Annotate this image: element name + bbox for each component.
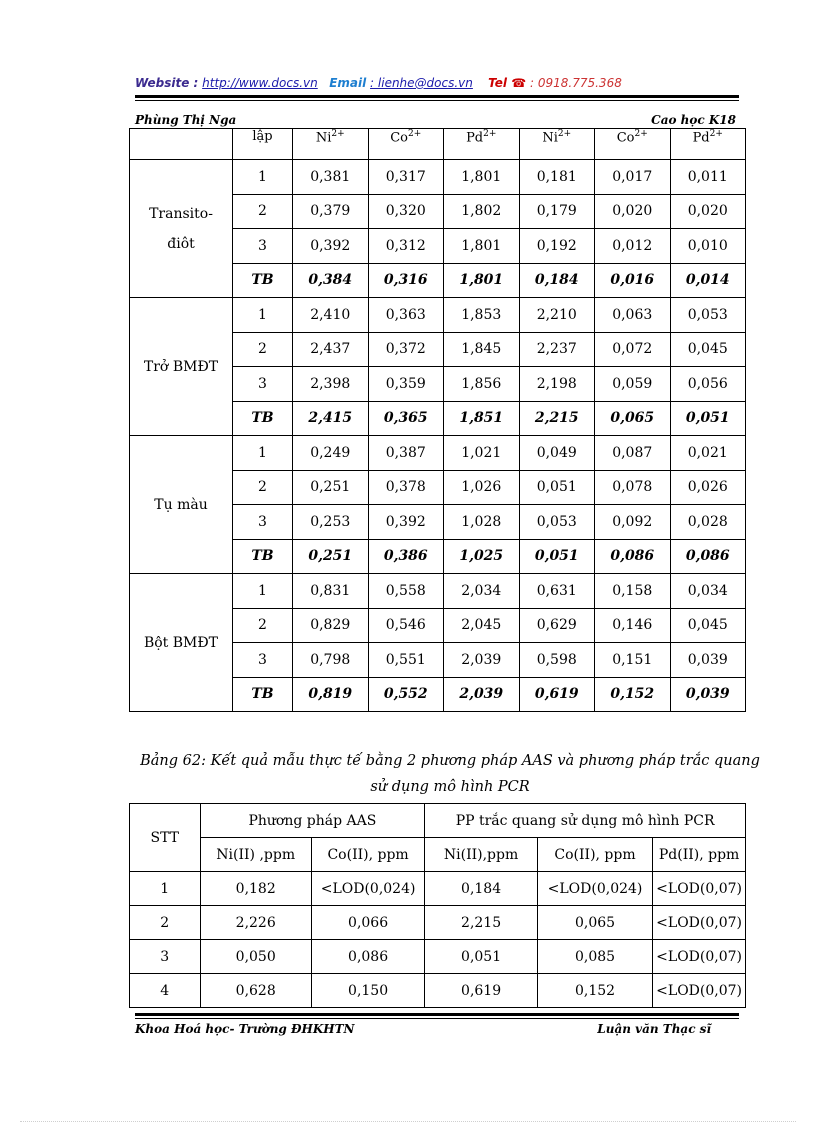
value-cell: 0,598: [519, 643, 595, 678]
lap-cell: 3: [233, 367, 293, 402]
pcr-method-header: PP trắc quang sử dụng mô hình PCR: [425, 804, 746, 838]
header-lap-cell: lập: [233, 129, 293, 160]
ion-charge: 2+: [331, 129, 345, 139]
lap-cell: 1: [233, 160, 293, 195]
value-cell: 0,181: [519, 160, 595, 195]
value-cell: 0,372: [368, 332, 444, 367]
value-cell: 0,053: [670, 298, 746, 333]
ion-symbol: Ni: [542, 130, 558, 146]
value-cell: 0,012: [595, 229, 671, 264]
value-cell: 2,210: [519, 298, 595, 333]
results-table-2: [129, 803, 746, 1008]
footer-thesis: Luận văn Thạc sĩ: [597, 1022, 711, 1036]
ion-charge: 2+: [557, 129, 572, 139]
value-cell: 0,086: [670, 539, 746, 574]
header-sample-cell: [130, 129, 233, 160]
ion-charge: 2+: [709, 129, 723, 139]
lap-cell: TB: [233, 539, 293, 574]
value-cell: 0,050: [200, 940, 311, 974]
table-row: [130, 906, 746, 940]
value-cell: 0,059: [595, 367, 671, 402]
value-cell: 0,039: [670, 677, 746, 712]
value-cell: 0,251: [293, 539, 369, 574]
footer-faculty: Khoa Hoá học- Trường ĐHKHTN: [135, 1022, 355, 1036]
header-ion-cell: [368, 129, 444, 160]
value-cell: 0,045: [670, 332, 746, 367]
sample-name-cell: Transito- điôt: [130, 160, 233, 298]
header-ion-cell: [670, 129, 746, 160]
lap-cell: 2: [233, 608, 293, 643]
value-cell: 0,065: [595, 401, 671, 436]
stt-header: STT: [130, 804, 201, 872]
value-cell: 0,039: [670, 643, 746, 678]
subheader-cell: Ni(II),ppm: [425, 838, 538, 872]
page-bottom-border: [20, 1121, 796, 1122]
value-cell: 0,028: [670, 505, 746, 540]
value-cell: <LOD(0,07): [653, 872, 746, 906]
value-cell: 0,053: [519, 505, 595, 540]
value-cell: 0,629: [519, 608, 595, 643]
value-cell: 0,016: [595, 263, 671, 298]
header-ion-cell: [519, 129, 595, 160]
header-rule: [135, 95, 739, 98]
website-label: Website :: [135, 76, 199, 90]
value-cell: 0,150: [311, 974, 424, 1008]
email-label: Email: [329, 76, 367, 90]
table-row: [130, 872, 746, 906]
results-table-1: [129, 128, 746, 712]
stt-cell: 2: [130, 906, 201, 940]
table1-header-row: [130, 129, 746, 160]
stt-cell: 4: [130, 974, 201, 1008]
table-row: [130, 436, 746, 471]
value-cell: 0,365: [368, 401, 444, 436]
value-cell: 1,026: [444, 470, 520, 505]
value-cell: 0,379: [293, 194, 369, 229]
value-cell: 0,619: [425, 974, 538, 1008]
value-cell: 0,312: [368, 229, 444, 264]
value-cell: 0,051: [519, 539, 595, 574]
value-cell: 0,078: [595, 470, 671, 505]
value-cell: <LOD(0,024): [311, 872, 424, 906]
value-cell: 0,020: [670, 194, 746, 229]
value-cell: 0,010: [670, 229, 746, 264]
value-cell: 0,049: [519, 436, 595, 471]
value-cell: 0,051: [519, 470, 595, 505]
value-cell: 0,034: [670, 574, 746, 609]
table2-header-row: [130, 804, 746, 838]
lap-cell: 2: [233, 332, 293, 367]
value-cell: 0,011: [670, 160, 746, 195]
lap-cell: 1: [233, 436, 293, 471]
value-cell: 0,056: [670, 367, 746, 402]
header-ion-cell: [595, 129, 671, 160]
value-cell: 2,415: [293, 401, 369, 436]
course-name: Cao học K18: [651, 113, 736, 127]
value-cell: 2,437: [293, 332, 369, 367]
aas-method-header: Phương pháp AAS: [200, 804, 425, 838]
ion-symbol: Ni: [315, 130, 332, 146]
lap-cell: 1: [233, 298, 293, 333]
value-cell: 0,392: [368, 505, 444, 540]
subheader-cell: Co(II), ppm: [537, 838, 652, 872]
table-row: [130, 574, 746, 609]
website-link[interactable]: http://www.docs.vn: [202, 76, 318, 90]
lap-cell: 2: [233, 470, 293, 505]
lap-cell: 1: [233, 574, 293, 609]
value-cell: <LOD(0,024): [537, 872, 652, 906]
value-cell: 0,359: [368, 367, 444, 402]
value-cell: 0,192: [519, 229, 595, 264]
value-cell: 0,151: [595, 643, 671, 678]
value-cell: 2,237: [519, 332, 595, 367]
value-cell: 1,851: [444, 401, 520, 436]
value-cell: 0,558: [368, 574, 444, 609]
lap-cell: TB: [233, 263, 293, 298]
value-cell: 0,317: [368, 160, 444, 195]
value-cell: 2,410: [293, 298, 369, 333]
subheader-cell: Pd(II), ppm: [653, 838, 746, 872]
value-cell: 2,198: [519, 367, 595, 402]
sample-name-cell: Tụ màu: [130, 436, 233, 574]
table-row: [130, 974, 746, 1008]
value-cell: <LOD(0,07): [653, 906, 746, 940]
value-cell: 0,021: [670, 436, 746, 471]
table-row: [130, 298, 746, 333]
lap-cell: TB: [233, 401, 293, 436]
value-cell: 0,087: [595, 436, 671, 471]
value-cell: 0,086: [595, 539, 671, 574]
value-cell: 0,051: [670, 401, 746, 436]
value-cell: 1,856: [444, 367, 520, 402]
value-cell: 0,086: [311, 940, 424, 974]
value-cell: 0,829: [293, 608, 369, 643]
value-cell: 0,014: [670, 263, 746, 298]
ion-symbol: Co: [616, 130, 635, 146]
value-cell: 1,021: [444, 436, 520, 471]
value-cell: 0,386: [368, 539, 444, 574]
value-cell: 0,179: [519, 194, 595, 229]
website-line: [135, 76, 622, 90]
value-cell: 0,819: [293, 677, 369, 712]
value-cell: 0,184: [425, 872, 538, 906]
lap-cell: 3: [233, 229, 293, 264]
stt-cell: 3: [130, 940, 201, 974]
value-cell: 1,853: [444, 298, 520, 333]
footer-rule: [135, 1013, 739, 1016]
value-cell: 0,063: [595, 298, 671, 333]
value-cell: 0,546: [368, 608, 444, 643]
value-cell: 0,066: [311, 906, 424, 940]
value-cell: 0,182: [200, 872, 311, 906]
sample-name-cell: Bột BMĐT: [130, 574, 233, 712]
value-cell: 0,045: [670, 608, 746, 643]
lap-cell: 3: [233, 643, 293, 678]
value-cell: 0,831: [293, 574, 369, 609]
value-cell: 2,398: [293, 367, 369, 402]
subheader-cell: Ni(II) ,ppm: [200, 838, 311, 872]
value-cell: 0,146: [595, 608, 671, 643]
value-cell: 0,065: [537, 906, 652, 940]
value-cell: 0,392: [293, 229, 369, 264]
value-cell: 1,802: [444, 194, 520, 229]
header-ion-cell: [293, 129, 369, 160]
value-cell: 2,045: [444, 608, 520, 643]
value-cell: 2,039: [444, 643, 520, 678]
lap-cell: 3: [233, 505, 293, 540]
value-cell: 0,152: [595, 677, 671, 712]
value-cell: 0,152: [537, 974, 652, 1008]
ion-symbol: Pd: [692, 130, 710, 146]
value-cell: 0,316: [368, 263, 444, 298]
value-cell: 1,801: [444, 229, 520, 264]
value-cell: 1,845: [444, 332, 520, 367]
stt-cell: 1: [130, 872, 201, 906]
value-cell: 1,028: [444, 505, 520, 540]
footer-rule-thin: [135, 1018, 739, 1019]
value-cell: 0,020: [595, 194, 671, 229]
value-cell: 0,551: [368, 643, 444, 678]
ion-symbol: Pd: [466, 130, 484, 146]
value-cell: 2,039: [444, 677, 520, 712]
header-rule-thin: [135, 100, 739, 101]
author-name: Phùng Thị Nga: [135, 113, 237, 127]
tel-label: Tel ☎: [488, 76, 527, 90]
value-cell: 0,378: [368, 470, 444, 505]
table-row: [130, 940, 746, 974]
value-cell: 0,631: [519, 574, 595, 609]
table-caption: Bảng 62: Kết quả mẫu thực tế bằng 2 phương pháp AAS và phương pháp trắc quang sử dụng mô hình PCR: [140, 753, 760, 795]
header-ion-cell: [444, 129, 520, 160]
value-cell: 0,387: [368, 436, 444, 471]
value-cell: 1,801: [444, 263, 520, 298]
value-cell: <LOD(0,07): [653, 974, 746, 1008]
value-cell: 2,215: [519, 401, 595, 436]
table-row: [130, 160, 746, 195]
value-cell: 0,619: [519, 677, 595, 712]
value-cell: 0,552: [368, 677, 444, 712]
value-cell: 0,251: [293, 470, 369, 505]
value-cell: 0,363: [368, 298, 444, 333]
email-link[interactable]: : lienhe@docs.vn: [370, 76, 473, 90]
value-cell: 0,092: [595, 505, 671, 540]
value-cell: 0,384: [293, 263, 369, 298]
tel-value: : 0918.775.368: [530, 76, 622, 90]
subheader-cell: Co(II), ppm: [311, 838, 424, 872]
value-cell: 0,798: [293, 643, 369, 678]
value-cell: 0,381: [293, 160, 369, 195]
value-cell: 0,026: [670, 470, 746, 505]
ion-charge: 2+: [483, 129, 497, 139]
value-cell: 0,085: [537, 940, 652, 974]
value-cell: <LOD(0,07): [653, 940, 746, 974]
value-cell: 2,226: [200, 906, 311, 940]
value-cell: 0,320: [368, 194, 444, 229]
lap-cell: TB: [233, 677, 293, 712]
value-cell: 0,249: [293, 436, 369, 471]
value-cell: 0,017: [595, 160, 671, 195]
value-cell: 0,184: [519, 263, 595, 298]
ion-charge: 2+: [408, 129, 422, 139]
value-cell: 0,158: [595, 574, 671, 609]
value-cell: 0,072: [595, 332, 671, 367]
lap-cell: 2: [233, 194, 293, 229]
value-cell: 0,253: [293, 505, 369, 540]
table2-subheader-row: [130, 838, 746, 872]
value-cell: 2,034: [444, 574, 520, 609]
sample-name-cell: Trở BMĐT: [130, 298, 233, 436]
ion-symbol: Co: [390, 130, 408, 146]
ion-charge: 2+: [634, 129, 648, 139]
value-cell: 0,051: [425, 940, 538, 974]
value-cell: 1,801: [444, 160, 520, 195]
value-cell: 1,025: [444, 539, 520, 574]
value-cell: 0,628: [200, 974, 311, 1008]
value-cell: 2,215: [425, 906, 538, 940]
